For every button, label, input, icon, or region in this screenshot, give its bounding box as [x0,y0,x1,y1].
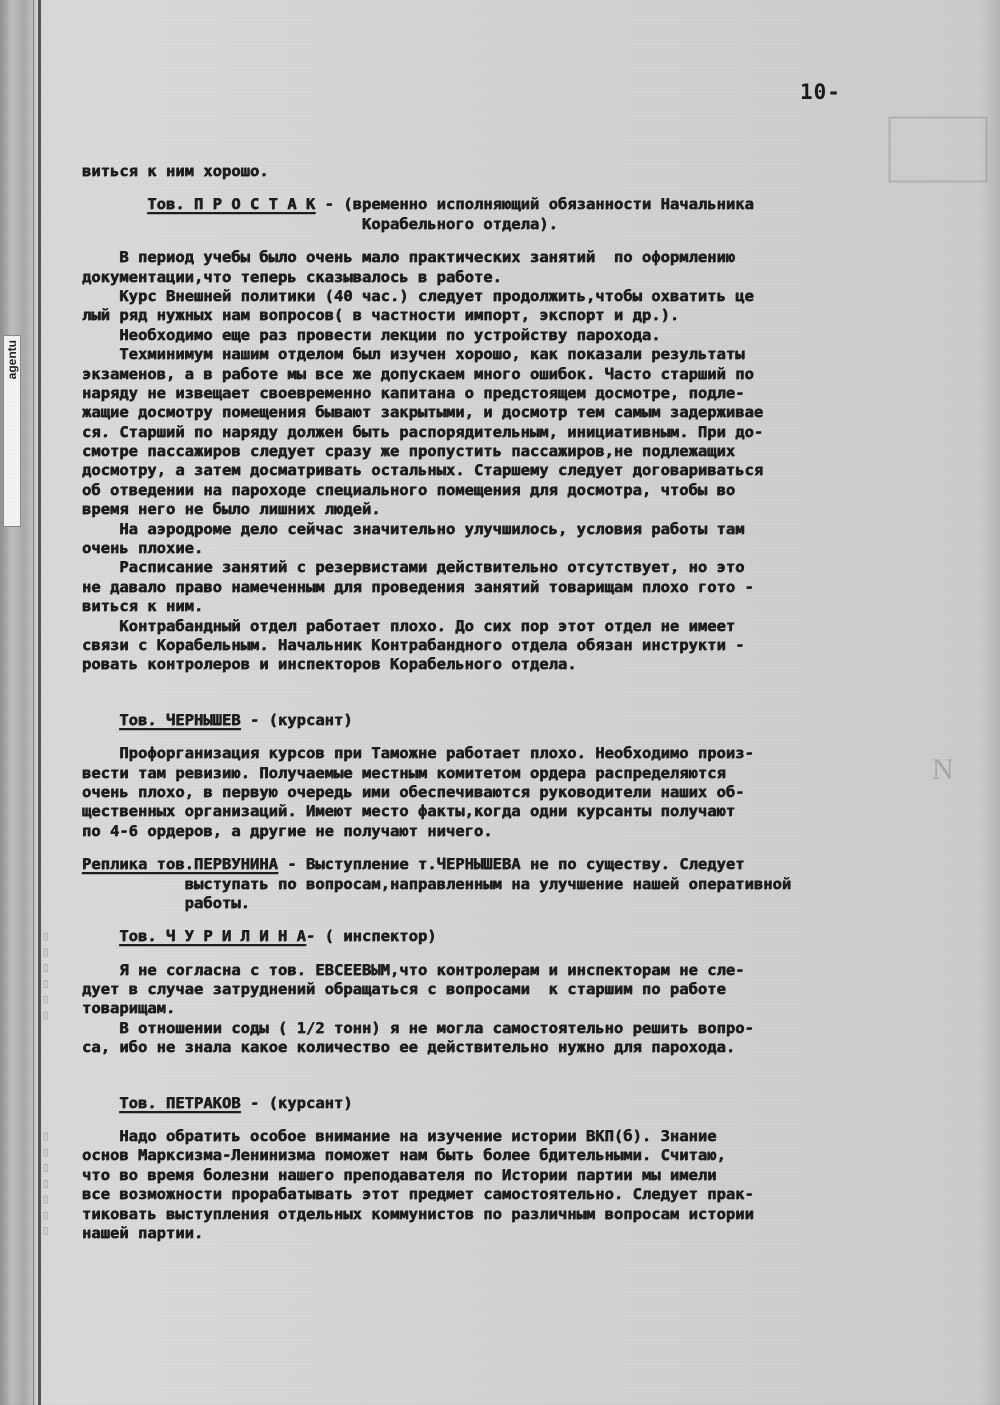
body-line: Необходимо еще раз провести лекции по устройству парохода. [82,325,661,344]
section-heading [82,1094,972,1113]
body-line: товарищам. [82,999,176,1018]
body-line: наряду не извещает своевременно капитана о предстоящем досмотре, подле- [82,383,745,402]
speaker-role: - ( инспектор) [305,927,437,946]
section-heading [82,855,972,874]
section-heading [82,927,972,946]
body-line: связи с Корабельным. Начальник Контрабандного отдела обязан инструкти - [82,635,745,654]
body-line: очень плохие. [82,539,204,558]
body-line: В отношении соды ( 1/2 тонн) я не могла самостоятельно решить вопро- [82,1018,754,1037]
body-line: экзаменов, а в работе мы все же допускаем много ошибок. Часто старший по [82,364,754,383]
speaker-role: - (курсант) [250,1093,353,1112]
page-number: 10- [800,80,841,104]
speaker-name: Тов. Ч У Р И Л И Н А [119,927,306,946]
ghost-mark: N [932,753,954,786]
speaker-role: - (курсант) [250,710,353,729]
faint-margin-mark: ▯ ▯ ▯ ▯ ▯ ▯ [40,930,51,1021]
body-line: лый ряд нужных нам вопросов( в частности импорт, экспорт и др.). [82,306,680,325]
speaker-role: - (временно исполняющий обязанности Начальника [324,195,754,214]
binding-shadow [33,0,34,1405]
body-line: досмотру, а затем досматривать остальных. Старшему следует договариваться [82,461,764,480]
body-line: время него не было лишних людей. [82,500,381,519]
body-line: Надо обратить особое внимание на изучение истории ВКП(б). Знание [82,1127,717,1146]
body-line: Контрабандный отдел работает плохо. До сих пор этот отдел не имеет [82,616,736,635]
body-line: нашей партии. [82,1223,204,1242]
body-line: дует в случае затруднений обращаться с вопросами к старшим по работе [82,980,726,999]
body-line: щественных организаций. Имеют место факты,когда одни курсанты получают [82,802,736,821]
body-line: очень плохо, в первую очередь ими обеспечиваются руководители наших об- [82,782,745,801]
body-line: виться к ним. [82,597,204,616]
body-line: Техминимум нашим отделом был изучен хорошо, как показали результаты [82,345,745,364]
body-line: ся. Старший по наряду должен быть распорядительным, инициативным. При до- [82,422,764,441]
speaker-role-line2: Корабельного отдела). [361,214,558,233]
body-line: жащие досмотру помещения бывают закрытыми, и досмотр тем самым задерживае [82,403,764,422]
body-line: основ Марксизма-Ленинизма поможет нам быть более бдительными. Считаю, [82,1146,726,1165]
body-line: Курс Внешней политики (40 час.) следует продолжить,чтобы охватить це [82,286,754,305]
body-line: Расписание занятий с резервистами действительно отсутствует, но это [82,558,745,577]
body-line: В период учебы было очень мало практических занятий по оформлению [82,248,736,267]
body-line: документации,что теперь сказывалось в работе. [82,267,502,286]
body-line: что во время болезни нашего преподавателя по Истории партии мы имели [82,1165,717,1184]
speaker-name: Реплика тов.ПЕРВУНИНА [82,855,278,874]
body-line: На аэродроме дело сейчас значительно улучшилось, условия работы там [82,519,745,538]
body-line: не давало право намеченным для проведения занятий товарищам плохо гото - [82,577,754,596]
body-line: ровать контролеров и инспекторов Корабельного отдела. [82,655,577,674]
body-line: об отведении на пароходе специального помещения для досмотра, чтобы во [82,480,736,499]
speaker-name: Тов. ЧЕРНЫШЕВ [119,710,241,729]
body-line: по 4-6 ордеров, а другие не получают ничего. [82,821,493,840]
intro-line: виться к ним хорошо. [82,162,269,180]
body-line: все возможности прорабатывать этот предмет самостоятельно. Следует прак- [82,1185,754,1204]
section-heading [82,711,972,730]
binding-edge [0,0,36,1405]
speaker-role-cont [82,215,972,234]
faint-margin-mark: ▯ ▯ ▯ ▯ ▯ ▯ ▯ [40,1130,51,1237]
body-line: выступать по вопросам,направленным на улучшение нашей оперативной [82,874,792,893]
body-line: са, ибо не знала какое количество ее действительно нужно для парохода. [82,1038,736,1057]
body-line: Профорганизация курсов при Таможне работает плохо. Необходимо произ- [82,744,754,763]
section-heading [82,195,972,214]
body-line: работы. [82,893,250,912]
speaker-name: Тов. ПЕТРАКОВ [119,1093,241,1112]
speaker-role: - Выступление т.ЧЕРНЫШЕВА не по существу. Следует [287,855,745,874]
body-line: Я не согласна с тов. ЕВСЕЕВЫМ,что контролерам и инспекторам не сле- [82,960,745,979]
speaker-name: Тов. П Р О С Т А К [147,195,316,214]
document-body [82,162,972,1243]
body-line: тиковать выступления отдельных коммунистов по различным вопросам истории [82,1204,754,1223]
edge-stamp [3,335,21,527]
edge-stamp-text: agentu [5,340,19,380]
body-line: смотре пассажиров следует сразу же пропустить пассажиров,не подлежащих [82,442,736,461]
body-line: вести там ревизию. Получаемые местным комитетом ордера распределяются [82,763,726,782]
